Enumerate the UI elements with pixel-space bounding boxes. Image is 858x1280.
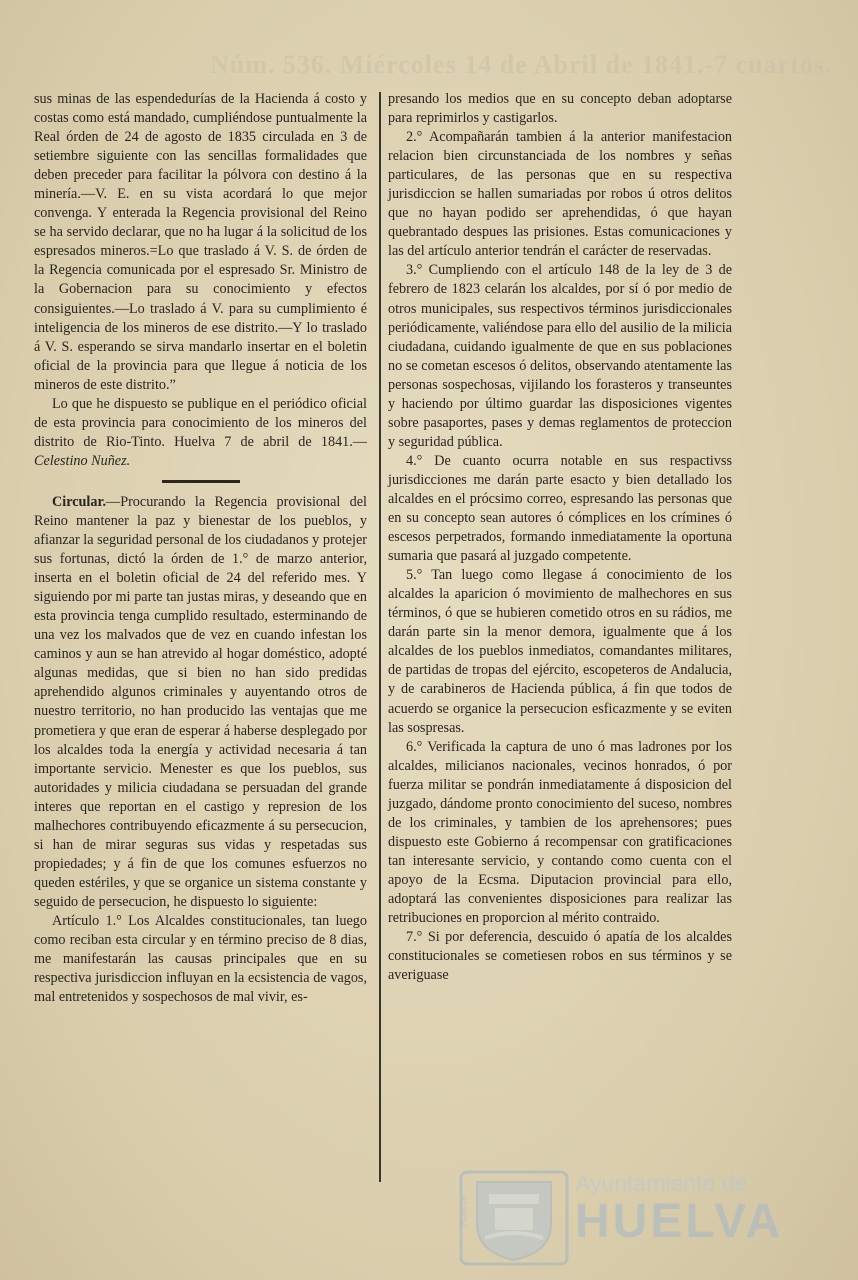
article-5-text: Tan luego como llegase á conocimiento de los alcaldes la aparicion ó movimiento de malhechores en sus términos, ó que se hubieren cometido otros en su rádios, me darán parte sin la menor demora, igualmente que á los alcaldes de los pueblos inmediatos, comandantes militares, de partidas de tropas del ejército, escopeteros de Andalucia, y de carabineros de Hacienda pública, á fin que todos de acuerdo se organice la persecucion esficazmente y se eviten las sospresas. [388, 567, 732, 736]
circular-paragraph [34, 493, 367, 912]
article-3-text: Cumpliendo con el artículo 148 de la ley de 3 de febrero de 1823 celarán los alcaldes, por sí ó por medio de otros municipales, sus respectivos términos jurisdiccionales periódicamente, valiéndose para ello del ausilio de la milicia ciudadana, cuidando igualmente de que en sus poblaciones no se cometan escesos ó delitos, observando atentamente las personas sospechosas, vijilando los forasteros y transeuntes y haciendo por último guardar las disposiciones vigentes sobre pasaportes, pases y demas reglamentos de proteccion y seguridad pública. [388, 262, 733, 450]
left-column [34, 90, 367, 1007]
article-7-text: Si por deferencia, descuido ó apatía de los alcaldes constitucionales se cometiesen robos en sus términos y se averiguase [388, 929, 733, 984]
shield-side-text: HUELVA [459, 1195, 468, 1226]
article-3-number: 3.° [406, 262, 423, 279]
signature: Celestino Nuñez. [34, 452, 131, 469]
article-1-text: Los Alcaldes constitucionales, tan luego como reciban esta circular y en término preciso de 8 dias, me manifestarán las causas principales que en su respectiva jurisdiccion influyan en la ecsistencia de vagos, mal entretenidos y sospechosos de mal vivir, es- [34, 912, 367, 1006]
article-1-label: Artículo 1.° [52, 912, 122, 929]
circular-label: Circular. [52, 493, 106, 510]
bleed-through-header: Núm. 536. Miércoles 14 de Abril de 1841.-7 cuartos. [210, 50, 833, 79]
article-6-text: Verificada la captura de uno ó mas ladrones por los alcaldes, milicianos nacionales, vecinos honrados, ó por fuerza militar se pondrán inmediatamente á disposicion del juzgado, dándome pronto conocimiento del suceso, nombres de los criminales, y tambien de los aprehensores; pues dispuesto este Gobierno á recompensar con gratificaciones tan interesante servicio, y contando como cuenta con el apoyo de la Ecsma. Diputacion provincial para ello, adoptará las convenientes disposiciones para realizar las retribuciones en proporcion al mérito contraido. [388, 738, 733, 927]
publication-notice-text: Lo que he dispuesto se publique en el periódico oficial de esta provincia para conocimiento de los mineros del distrito de Rio-Tinto. Huelva 7 de abril de 1841.— [34, 395, 367, 450]
article-4 [388, 452, 732, 566]
article-6 [388, 738, 732, 928]
article-5 [388, 566, 732, 737]
article-1-continuation: presando los medios que en su concepto deban adoptarse para reprimirlos y castigarlos. [388, 91, 732, 127]
article-7-number: 7.° [406, 929, 423, 946]
section-separator [162, 480, 240, 483]
article-7 [388, 928, 732, 985]
left-paragraph-continuation: sus minas de las espendedurías de la Hacienda á costo y costas como está mandado, cumpliéndose puntualmente la Real órden de 24 de agosto de 1835 circulada en 3 de setiembre siguiente con las sencillas formalidades que deben preceder para facilitar la pólvora con destino á la minería.—V. E. en su vista acordará lo que mejor convenga. Y enterada la Regencia provisional del Reino se ha servido declarar, que no ha lugar á la solicitud de los espresados mineros.=Lo que traslado á V. S. de órden de la Regencia comunicada por el espresado Sr. Ministro de la Gobernacion para su conocimiento y efectos consiguientes.—Lo traslado á V. para su cumplimiento é inteligencia de los mineros de ese distrito.—Y lo traslado á V. S. esperando se sirva mandarlo insertar en el boletin oficial de la provincia para que llegue á noticia de los mineros de este distrito.” [34, 91, 367, 393]
column-divider [379, 92, 381, 1182]
article-2 [388, 128, 732, 261]
coat-of-arms-icon [455, 1168, 573, 1268]
article-1 [34, 912, 367, 1007]
article-3 [388, 261, 732, 451]
circular-text: —Procurando la Regencia provisional del Reino mantener la paz y bienestar de los pueblos, y afianzar la seguridad personal de los ciudadanos y protejer sus fortunas, dictó la órden de 1.° de marzo anterior, inserta en el boletin oficial de 24 del referido mes. Y siguiendo por mi parte tan justas miras, y deseando que en esta provincia tenga cumplido resultado, esterminando de una vez los malvados que de vez en cuando infestan los caminos y aun se han atrevido al hogar doméstico, adopté algunas medidas, que si bien no han sido predidas aprehendido algunos criminales y auyentando otros de nuestro territorio, no han producido las ventajas que me prometiera y que eran de esperar á haberse desplegado por los alcaldes toda la energía y actividad necesaria á tan importante servicio. Menester es que los pueblos, sus autoridades y milicia ciudadana se persuadan del grande interes que reportan en el castigo y represion de los malhechores contribuyendo eficazmente á su persecucion, si han de mirar seguras sus vidas y respetadas sus propiedades; y á fin de que los comunes esfuerzos no queden estériles, y que se organice un sistema constante y seguido de persecucion, he dispuesto lo siguiente: [34, 493, 367, 910]
article-4-number: 4.° [406, 452, 423, 469]
article-6-number: 6.° [406, 738, 423, 755]
publication-notice [34, 395, 367, 471]
article-5-number: 5.° [406, 567, 423, 584]
article-4-text: De cuanto ocurra notable en sus respactivss jurisdicciones me darán parte esacto y bien detallado los alcaldes en el prócsimo correo, espresando las personas que en su concepto sean autores ó cómplices en los crímines ó escesos perpetrados, formando inmediatamente la oportuna sumaria que pasará al juzgado competente. [388, 452, 732, 565]
watermark-line-2: HUELVA [575, 1195, 784, 1248]
article-2-number: 2.° [406, 129, 423, 146]
watermark-line-1: Ayuntamiento de [575, 1170, 748, 1196]
article-2-text: Acompañarán tambien á la anterior manifestacion relacion bien circunstanciada de los nombres y señas particulares, de las personas que en su respectiva jurisdiccion se hallen sumariadas por robos ú otros delitos que no hayan podido ser aprehendidas, ó que hayan quebrantado despues las prisiones. Estas comunicaciones y las del artículo anterior tendrán el carácter de reservadas. [388, 129, 733, 260]
archive-watermark [455, 1160, 785, 1270]
right-column [388, 90, 732, 985]
